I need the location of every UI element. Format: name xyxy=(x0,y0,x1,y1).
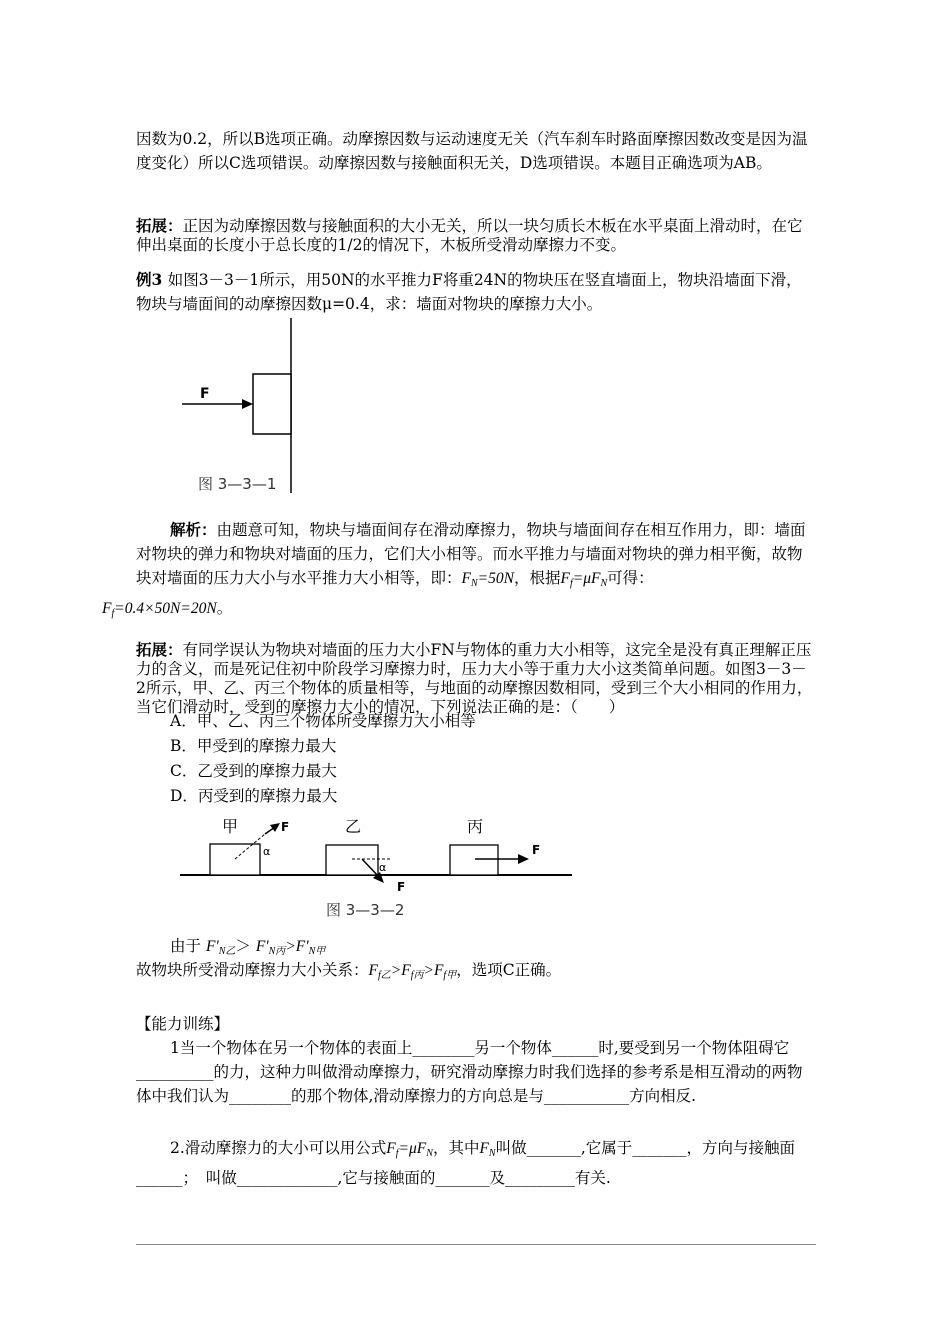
question-1: 1当一个物体在另一个物体的表面上________另一个物体______时,要受到另一个物体阻碍它__________的力，这种力叫做滑动摩擦力，研究滑动摩擦力时我们选择的参考系是相互滑动的两物体中我们认为________的那个物体,滑动摩擦力的方向总是与___________方向相反. xyxy=(136,1039,803,1105)
bing-force-label: F xyxy=(532,843,541,857)
question-2 xyxy=(136,1136,816,1190)
section-heading: 【能力训练】 xyxy=(136,1015,230,1033)
example-text: 如图3－3－1所示，用50N的水平推力F将重24N的物块压在竖直墙面上，物块沿墙面下滑，物块与墙面间的动摩擦因数μ=0.4，求：墙面对物块的摩擦力大小。 xyxy=(136,271,802,313)
q2-fn: $F_N$ xyxy=(479,1140,496,1159)
jia-arrowhead xyxy=(270,823,280,832)
figure-caption: 图 3—3—1 xyxy=(198,475,277,493)
analysis-end: 。 xyxy=(216,599,233,617)
jia-alpha: α xyxy=(263,845,271,858)
option-a: A．甲、乙、丙三个物体所受摩擦力大小相等 xyxy=(170,712,476,730)
option-d: D．丙受到的摩擦力最大 xyxy=(170,787,338,805)
since-formula-2: $F'_{N丙}>F'_{N甲}$ xyxy=(255,938,326,957)
extension-text-2: 有同学误认为物块对墙面的压力大小FN与物体的重力大小相等，这完全是没有真正理解正压力的含义，而是死记住初中阶段学习摩擦力时，压力大小等于重力大小这类简单问题。如图3－3－2所示，甲、乙、丙三个物体的质量相等，与地面的动摩擦因数相同，受到三个大小相同的作用力，当它们滑动时，受到的摩擦力大小的情况，下列说法正确的是：（ ） xyxy=(136,641,813,716)
block-bing xyxy=(450,845,498,875)
figure-3-3-1 xyxy=(178,318,308,498)
option-b: B．甲受到的摩擦力最大 xyxy=(170,737,337,755)
footer-divider xyxy=(136,1244,816,1245)
block-jia xyxy=(210,844,260,875)
conclusion-post: ，选项C正确。 xyxy=(456,961,562,979)
since-pre: 由于 xyxy=(170,937,206,955)
paragraph-conclusion xyxy=(136,958,816,988)
block xyxy=(253,374,291,434)
q2-part-c: 叫做_______,它属于_______，方向与接触面______； 叫做_____________,它与接触面的_______及_________有关. xyxy=(136,1139,796,1187)
analysis-label: 解析： xyxy=(170,520,217,539)
analysis-text: 由题意可知，物块与墙面间存在滑动摩擦力，物块与墙面间存在相互作用力，即：墙面对物块的弹力和物块对墙面的压力，它们大小相等。而水平推力与墙面对物块的弹力相平衡，故物块对墙面的压力大小与水平推力大小相等，即： xyxy=(136,521,806,587)
since-gt1: ＞ xyxy=(235,937,256,955)
force-label: F xyxy=(200,386,210,402)
figure-3-3-2 xyxy=(180,812,575,924)
paragraph-example-3 xyxy=(136,268,816,316)
yi-force-label: F xyxy=(397,880,406,894)
extension-label: 拓展： xyxy=(136,216,183,235)
q2-formula: $F_f=\mu F_N$ xyxy=(386,1140,433,1159)
conclusion-formula: $F_{f乙}>F_{f丙}>F_{f甲}$ xyxy=(368,962,457,981)
paragraph-extension-2 xyxy=(136,640,816,717)
since-formula: $F'_{N乙}$ xyxy=(205,938,236,957)
formula-ff: $F_f=\mu F_N$ xyxy=(560,570,608,589)
conclusion-pre: 故物块所受滑动摩擦力大小关系： xyxy=(136,961,369,979)
block-yi xyxy=(326,845,378,875)
example-label: 例3 xyxy=(136,270,168,289)
label-bing: 丙 xyxy=(467,817,484,836)
analysis-tail: 可得： xyxy=(607,569,654,587)
formula-result: $F_f=0.4\times 50N=20N$ xyxy=(102,600,217,619)
paragraph-intro: 因数为0.2，所以B选项正确。动摩擦因数与运动速度无关（汽车刹车时路面摩擦因数改变是因为温度变化）所以C选项错误。动摩擦因数与接触面积无关，D选项错误。本题目正确选项为AB。 xyxy=(136,130,808,172)
label-yi: 乙 xyxy=(345,817,362,836)
q2-part-a: 2.滑动摩擦力的大小可以用公式 xyxy=(170,1139,387,1157)
paragraph-analysis xyxy=(102,518,816,626)
q2-part-b: ，其中 xyxy=(432,1139,480,1157)
extension-text: 正因为动摩擦因数与接触面积的大小无关，所以一块匀质长木板在水平桌面上滑动时，在它伸出桌面的长度小于总长度的1/2的情况下，木板所受滑动摩擦力不变。 xyxy=(136,217,803,254)
analysis-mid: ，根据 xyxy=(513,569,561,587)
formula-fn: $F_N=50N$ xyxy=(461,570,514,589)
yi-alpha: α xyxy=(379,861,387,874)
force-arrowhead xyxy=(242,399,253,409)
extension-label-2: 拓展： xyxy=(136,640,183,659)
option-c: C．乙受到的摩擦力最大 xyxy=(170,762,337,780)
bing-arrowhead xyxy=(518,854,529,864)
jia-force-label: F xyxy=(281,820,290,834)
paragraph-extension-1 xyxy=(136,216,816,255)
figure-caption-2: 图 3—3—2 xyxy=(326,901,405,919)
label-jia: 甲 xyxy=(222,817,239,836)
